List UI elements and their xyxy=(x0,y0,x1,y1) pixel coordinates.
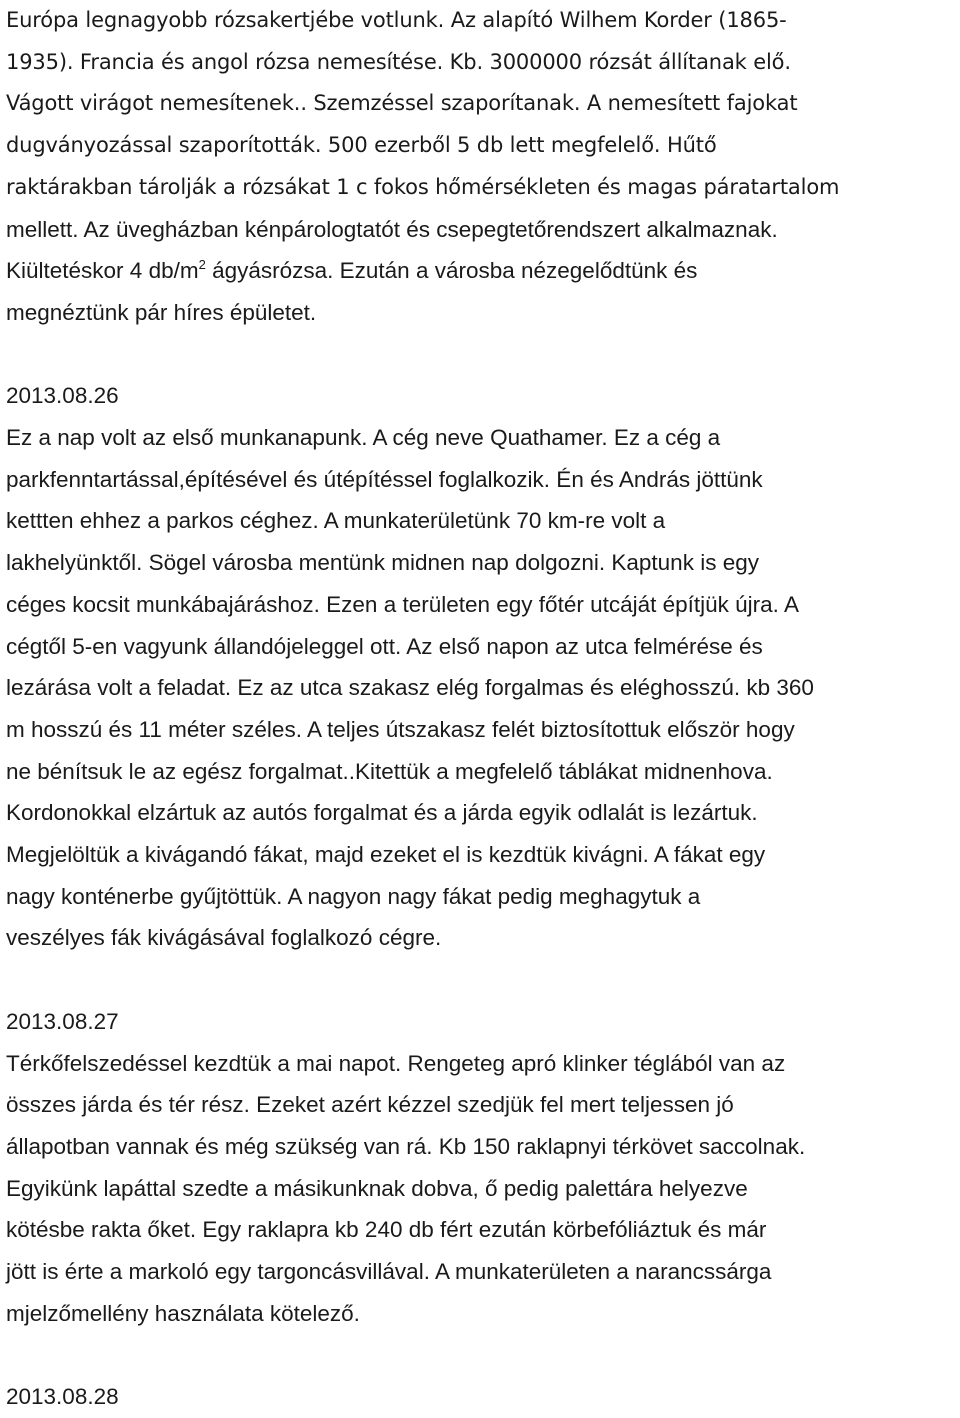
text-line: jött is érte a markoló egy targoncásvillával. A munkaterületen a narancssárga xyxy=(6,1259,772,1285)
text-line: kettten ehhez a parkos céghez. A munkaterületünk 70 km-re volt a xyxy=(6,508,666,534)
text-line: összes járda és tér rész. Ezeket azért kézzel szedjük fel mert teljessen jó xyxy=(6,1092,734,1118)
text-line: m hosszú és 11 méter széles. A teljes útszakasz felét biztosítottuk először hogy xyxy=(6,716,795,742)
text-line: megnéztünk pár híres épületet. xyxy=(6,299,317,325)
entry-date: 2013.08.26 xyxy=(6,383,119,409)
document-page xyxy=(6,0,960,1418)
text-line: mellett. Az üvegházban kénpárologtatót és csepegtetőrendszert alkalmaznak. xyxy=(6,216,778,242)
text-line: mjelzőmellény használata kötelező. xyxy=(6,1300,360,1326)
intro-paragraph xyxy=(6,0,960,209)
text-line: Ez a nap volt az első munkanapunk. A cég neve Quathamer. Ez a cég a xyxy=(6,425,721,451)
paragraph-gap xyxy=(6,1334,960,1376)
text-line: Európa legnagyobb rózsakertjébe votlunk. Az alapító Wilhem Korder (1865- xyxy=(6,8,787,32)
text-line: Egyikünk lapáttal szedte a másikunknak dobva, ő pedig palettára helyezve xyxy=(6,1175,748,1201)
text-line-with-superscript xyxy=(6,250,960,292)
text-line: veszélyes fák kivágásával foglalkozó cégre. xyxy=(6,925,442,951)
text-line: Megjelöltük a kivágandó fákat, majd ezeket el is kezdtük kivágni. A fákat egy xyxy=(6,842,766,868)
text-line: nagy konténerbe gyűjtöttük. A nagyon nagy fákat pedig meghagytuk a xyxy=(6,883,701,909)
text-line: ne bénítsuk le az egész forgalmat..Kitettük a megfelelő táblákat midnenhova. xyxy=(6,758,773,784)
intro-paragraph-cont xyxy=(6,209,960,334)
text-line: Vágott virágot nemesítenek.. Szemzéssel szaporítanak. A nemesített fajokat xyxy=(6,91,798,116)
diary-entry xyxy=(6,1001,960,1335)
text-line: kötésbe rakta őket. Egy raklapra kb 240 db fért ezután körbefóliáztuk és már xyxy=(6,1217,767,1243)
entry-date: 2013.08.28 xyxy=(6,1384,119,1410)
text-segment: ágyásrózsa. Ezután a városba nézegelődtünk és xyxy=(205,258,698,284)
text-line: parkfenntartással,építésével és útépítéssel foglalkozik. Én és András jöttünk xyxy=(6,466,763,492)
diary-entry xyxy=(6,1376,960,1418)
text-line: raktárakban tárolják a rózsákat 1 c fokos hőmérsékleten és magas páratartalom xyxy=(6,174,840,199)
diary-entry xyxy=(6,375,960,959)
text-line: lakhelyünktől. Sögel városba mentünk midnen nap dolgozni. Kaptunk is egy xyxy=(6,550,759,576)
text-segment: Kiültetéskor 4 db/m xyxy=(6,258,199,284)
text-line: Kordonokkal elzártuk az autós forgalmat és a járda egyik odlalát is lezártuk. xyxy=(6,800,758,826)
text-line: céges kocsit munkábajáráshoz. Ezen a területen egy főtér utcáját építjük újra. A xyxy=(6,591,799,617)
entry-date: 2013.08.27 xyxy=(6,1008,119,1034)
text-line: 1935). Francia és angol rózsa nemesítése. Kb. 3000000 rózsát állítanak elő. xyxy=(6,49,791,74)
text-line: Térkőfelszedéssel kezdtük a mai napot. Rengeteg apró klinker téglából van az xyxy=(6,1050,786,1076)
text-line: lezárása volt a feladat. Ez az utca szakasz elég forgalmas és eléghosszú. kb 360 xyxy=(6,675,814,701)
text-line: állapotban vannak és még szükség van rá. Kb 150 raklapnyi térkövet saccolnak. xyxy=(6,1133,806,1159)
superscript: 2 xyxy=(198,257,206,273)
text-line: dugványozással szaporították. 500 ezerből 5 db lett megfelelő. Hűtő xyxy=(6,133,717,158)
paragraph-gap xyxy=(6,334,960,376)
paragraph-gap xyxy=(6,959,960,1001)
text-line: cégtől 5-en vagyunk állandójeleggel ott. Az első napon az utca felmérése és xyxy=(6,633,763,659)
